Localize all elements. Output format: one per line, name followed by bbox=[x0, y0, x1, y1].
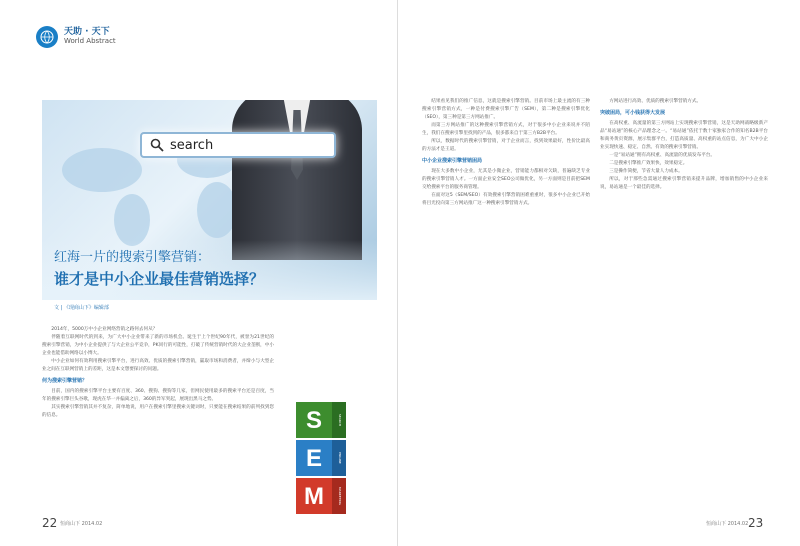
sem-e-word: ENGINE bbox=[338, 452, 342, 464]
search-box-graphic bbox=[140, 132, 336, 158]
paragraph: 在面对这5（SEM/SEO）有效搜索引擎营销困难重重时，很多中小企业已开始将目光投向第三方网站推广这一种搜索引擎营销方式。 bbox=[422, 193, 590, 206]
paragraph: 在高权重、高流量的第三方网站上实现搜索引擎营销，这是天助网战略级新产品“易站通”的核心产品理念之一。“易站通”依托于数十家独家合作的知名B2B平台和商务黄页资源，展示集群平台，打造高质量、高权重的站点信息，为广大中小企业实现快速、稳定、自然、有效的搜索引擎营销。 bbox=[600, 121, 768, 150]
right-text-column-1 bbox=[422, 98, 590, 508]
byline: 文 | 《现商山下》编辑部 bbox=[54, 305, 109, 311]
section-heading: 何为搜索引擎营销？ bbox=[42, 378, 88, 384]
paragraph: 目前，国内的搜索引擎平台主要有百度、360、搜狗、搜狗等几家，但网民使用最多的搜索平台还是百度，当年的搜索引擎巨头谷歌，现虎在华一并偏离之后，360的异军突起，展现出黑马之势。 bbox=[42, 389, 274, 402]
paragraph: 其实搜索引擎营销其并不复杂，简单地说，用户在搜索引擎里搜索关键词时，只要能在搜索结果的前列找到您的信息。 bbox=[42, 405, 274, 418]
paragraph: 所以，对于那些急需通过搜索引擎营销来提升品牌，增加销售的中小企业来说，易站通是一个最佳的选择。 bbox=[600, 177, 768, 190]
article-title-line1: 红海一片的搜索引擎营销： bbox=[54, 250, 211, 265]
article-title-box bbox=[42, 240, 377, 300]
paragraph: 中小企业如何有效利用搜索引擎平台，进行高效、优质的搜索引擎营销，赢取市场和消费者，并缔小与大型企业之间在互联网营销上的差距，这是本文想要探讨的问题。 bbox=[42, 359, 274, 372]
hero-image bbox=[42, 100, 377, 300]
search-text: search bbox=[170, 137, 214, 153]
article-title-line2: 谁才是中小企业最佳营销选择？ bbox=[54, 270, 265, 288]
page-number-left: 22 bbox=[42, 516, 58, 530]
footer-issue-left: 恒商山下 2014.02 bbox=[60, 521, 103, 527]
paragraph: 所以，数据时代的搜索引擎营销，对于企业而言，找到效果最好，性价比最高的方法才是王道。 bbox=[422, 139, 590, 152]
sem-e: E bbox=[305, 445, 323, 472]
paragraph: 二是搜索引擎推广效果快，效果稳定。 bbox=[609, 161, 688, 166]
paragraph: 结果看见我们的推广信息，这就是搜索引擎营销。目前市场上最主流的有三种搜索引擎营销方式，一种是付费搜索引擎广告（SEM），第二种是搜索引擎优化（SEO），第三种是第三方网站推广。 bbox=[422, 99, 590, 120]
paragraph: 伴随着互联网时代的到来，为广大中小企业带来了新的市场机会。诞生于上个世纪90年代，被誉为21世纪的搜索引擎营销，为中小企业提供了与大企业公平竞争，PK同行的可能性，打破了传统营销时代的大企业垄断，中小企业也能借助网络以小博大。 bbox=[42, 335, 274, 356]
sem-blocks-graphic bbox=[286, 400, 356, 520]
page-number-right: 23 bbox=[748, 516, 764, 530]
paragraph: 三是操作简便，节省大量人力成本。 bbox=[609, 169, 683, 174]
sem-s: S bbox=[305, 407, 323, 434]
right-page bbox=[400, 0, 800, 546]
paragraph: 现在大多数中小企业，尤其是小微企业，营销能力都相对欠缺，普遍缺乏专业的搜索引擎营销人才。一方面企业安全SEO公司做优化，另一方面则是目前把SEM交给搜索平台的服务商管理。 bbox=[422, 169, 590, 190]
section-heading: 突破困局，可小钱获得大发展 bbox=[600, 110, 666, 116]
paragraph: 一是“易站通”拥有高权重、高流量的优质发布平台。 bbox=[609, 153, 716, 158]
sem-s-word: SEARCH bbox=[338, 413, 342, 427]
logo-en: World Abstract bbox=[64, 37, 116, 46]
sem-m: M bbox=[304, 483, 324, 510]
logo-cn: 天助 · 天下 bbox=[64, 27, 110, 38]
magazine-logo bbox=[36, 26, 116, 48]
sem-m-word: MARKETING bbox=[338, 487, 342, 505]
section-heading: 中小企业搜索引擎营销困局 bbox=[422, 158, 483, 164]
right-text-column-2 bbox=[600, 98, 768, 508]
footer-issue-right: 恒商山下 2014.02 bbox=[706, 521, 749, 527]
search-icon bbox=[150, 138, 164, 152]
paragraph: 而第三方网站推广的这种搜索引擎营销方式，对于很多中小企业来说并不陌生，我们在搜索引擎里找到的产品，很多都来自于第三方B2B平台。 bbox=[422, 123, 590, 136]
globe-icon bbox=[36, 26, 58, 48]
left-text-column bbox=[42, 326, 274, 514]
paragraph: 方网站进行高效、优质的搜索引擎营销方式。 bbox=[609, 99, 702, 104]
left-page bbox=[0, 0, 398, 546]
paragraph: 2014年，5000万中小企业网络营销之路何去何从？ bbox=[51, 327, 158, 332]
